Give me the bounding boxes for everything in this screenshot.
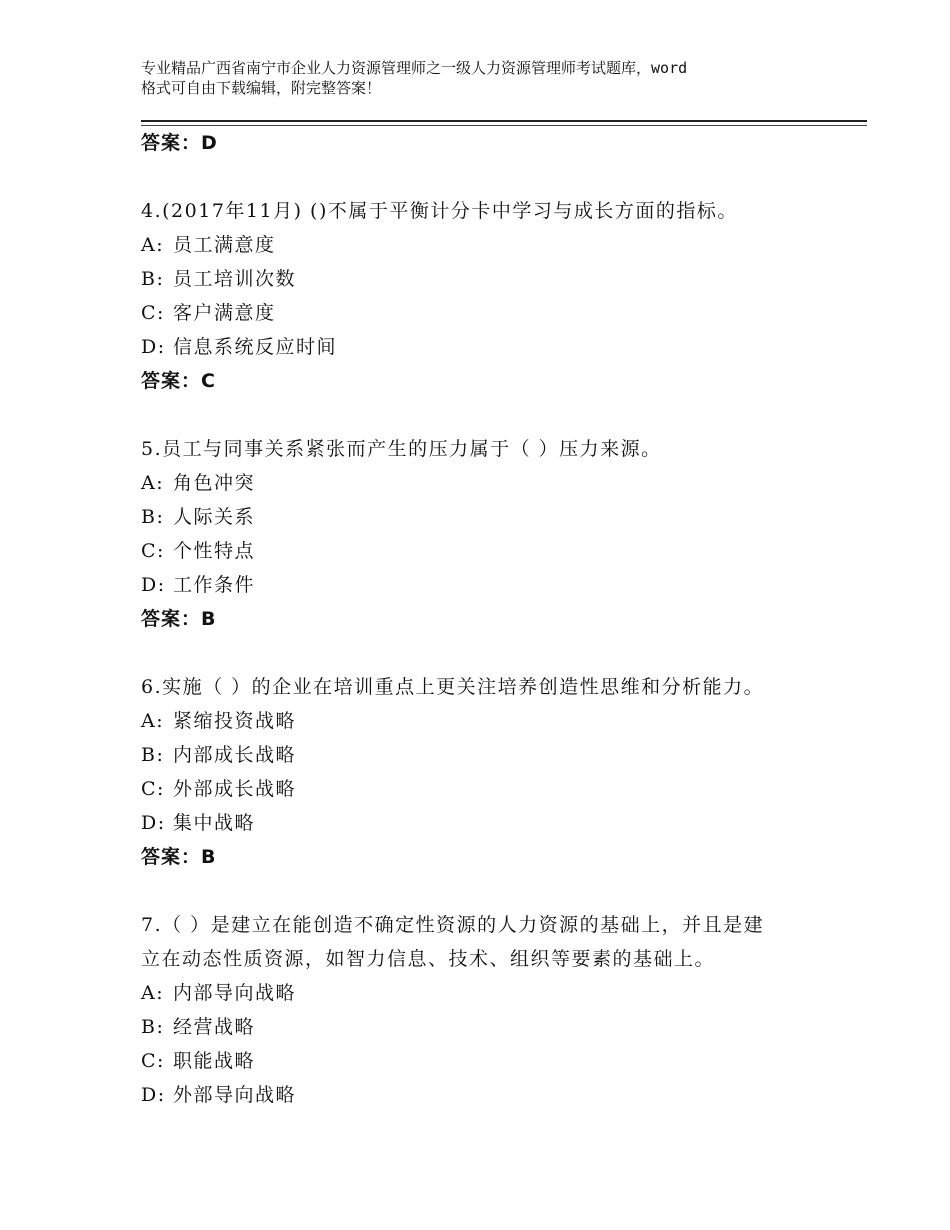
option-key: B: xyxy=(141,1016,165,1038)
spacer xyxy=(141,398,841,432)
question-5-stem xyxy=(141,432,841,466)
option-text: 集中战略 xyxy=(173,812,256,834)
answer-line: 答案：C xyxy=(141,370,216,392)
option-d xyxy=(141,1078,841,1112)
option-key: D: xyxy=(141,812,166,834)
spacer xyxy=(141,636,841,670)
option-a xyxy=(141,976,841,1010)
option-a xyxy=(141,228,841,262)
option-text: 紧缩投资战略 xyxy=(173,710,297,732)
answer-line: 答案：B xyxy=(141,846,217,868)
option-text: 个性特点 xyxy=(173,540,256,562)
header-line-1: 专业精品广西省南宁市企业人力资源管理师之一级人力资源管理师考试题库，word xyxy=(141,59,688,77)
option-c xyxy=(141,296,841,330)
option-key: D: xyxy=(141,574,166,596)
option-text: 内部成长战略 xyxy=(173,744,297,766)
option-text: 外部导向战略 xyxy=(173,1084,297,1106)
option-text: 信息系统反应时间 xyxy=(173,336,338,358)
option-text: 经营战略 xyxy=(173,1016,256,1038)
question-7-stem xyxy=(141,908,841,976)
option-c xyxy=(141,1044,841,1078)
question-text-line-1: （ ）是建立在能创造不确定性资源的人力资源的基础上，并且是建 xyxy=(162,914,765,936)
option-key: D: xyxy=(141,1084,166,1106)
spacer xyxy=(141,874,841,908)
option-key: B: xyxy=(141,744,165,766)
question-number: 5. xyxy=(141,438,163,460)
option-d xyxy=(141,568,841,602)
question-text-line-2: 立在动态性质资源，如智力信息、技术、组织等要素的基础上。 xyxy=(141,948,716,970)
option-text: 客户满意度 xyxy=(173,302,276,324)
question-text: 员工与同事关系紧张而产生的压力属于（ ）压力来源。 xyxy=(162,438,662,460)
page-header xyxy=(141,58,841,98)
question-text: (2017年11月) ()不属于平衡计分卡中学习与成长方面的指标。 xyxy=(162,200,738,222)
option-text: 员工满意度 xyxy=(173,234,276,256)
option-text: 员工培训次数 xyxy=(173,268,297,290)
option-d xyxy=(141,806,841,840)
option-key: A: xyxy=(141,982,165,1004)
option-key: B: xyxy=(141,268,165,290)
question-4-stem xyxy=(141,194,841,228)
question-number: 4. xyxy=(141,200,163,222)
question-number: 6. xyxy=(141,676,163,698)
option-text: 人际关系 xyxy=(173,506,256,528)
option-key: C: xyxy=(141,778,165,800)
option-key: D: xyxy=(141,336,166,358)
option-key: A: xyxy=(141,234,165,256)
option-key: B: xyxy=(141,506,165,528)
spacer xyxy=(141,160,841,194)
option-key: C: xyxy=(141,1050,165,1072)
option-key: C: xyxy=(141,540,165,562)
question-text: 实施（ ）的企业在培训重点上更关注培养创造性思维和分析能力。 xyxy=(162,676,765,698)
option-b xyxy=(141,262,841,296)
answer-line: 答案：D xyxy=(141,132,218,154)
option-a xyxy=(141,466,841,500)
question-number: 7. xyxy=(141,914,163,936)
option-b xyxy=(141,500,841,534)
option-c xyxy=(141,772,841,806)
option-key: A: xyxy=(141,472,165,494)
answer-line: 答案：B xyxy=(141,608,217,630)
question-6-stem xyxy=(141,670,841,704)
option-key: A: xyxy=(141,710,165,732)
option-key: C: xyxy=(141,302,165,324)
option-c xyxy=(141,534,841,568)
option-b xyxy=(141,1010,841,1044)
option-b xyxy=(141,738,841,772)
option-a xyxy=(141,704,841,738)
option-text: 外部成长战略 xyxy=(173,778,297,800)
question-list xyxy=(141,126,841,1112)
option-d xyxy=(141,330,841,364)
option-text: 内部导向战略 xyxy=(173,982,297,1004)
header-rule-thick xyxy=(141,120,867,122)
option-text: 工作条件 xyxy=(173,574,256,596)
option-text: 职能战略 xyxy=(173,1050,256,1072)
header-line-2: 格式可自由下载编辑，附完整答案！ xyxy=(141,79,382,97)
option-text: 角色冲突 xyxy=(173,472,256,494)
